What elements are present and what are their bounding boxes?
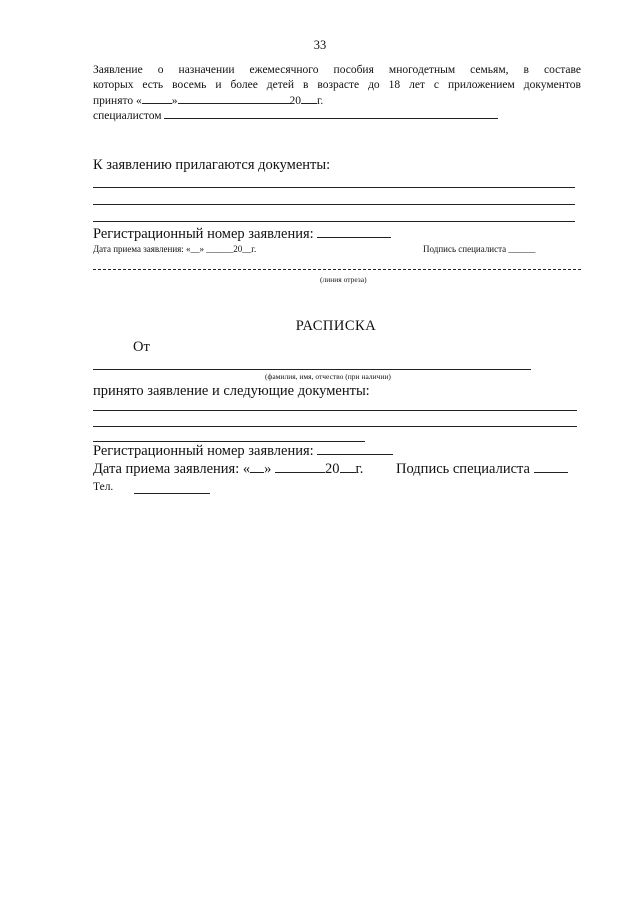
- accepted-suffix: г.: [317, 95, 324, 107]
- application-date: Дата приема заявления: «__» ______20__г.: [93, 244, 257, 254]
- application-text-line-2: которых есть восемь и более детей в возрасте до 18 лет с приложением документов: [93, 79, 581, 91]
- receipt-signature-field[interactable]: [534, 462, 568, 473]
- receipt-phone-label: Тел.: [93, 481, 114, 493]
- cut-line-label: (линия отреза): [320, 275, 367, 284]
- accepted-date-line: [93, 93, 323, 109]
- accepted-prefix: принято «: [93, 95, 142, 107]
- receipt-reg-number-field[interactable]: [317, 444, 393, 455]
- reg-number-field[interactable]: [317, 227, 391, 238]
- receipt-phone-field[interactable]: [134, 493, 210, 494]
- receipt-name-field[interactable]: [93, 369, 531, 370]
- receipt-reg-number-label: Регистрационный номер заявления:: [93, 443, 314, 459]
- accepted-year-field[interactable]: [301, 93, 317, 104]
- attached-docs-line-3[interactable]: [93, 221, 575, 222]
- accepted-year: 20: [289, 95, 302, 107]
- specialist-field[interactable]: [164, 108, 498, 119]
- reg-number-line: [93, 226, 391, 243]
- receipt-signature-line: [396, 461, 568, 478]
- specialist-label: специалистом: [93, 110, 162, 122]
- receipt-from-label: От: [133, 339, 150, 355]
- reg-number-label: Регистрационный номер заявления:: [93, 226, 314, 242]
- page-number: 33: [313, 38, 327, 52]
- receipt-accepted-text: принято заявление и следующие документы:: [93, 383, 370, 399]
- receipt-docs-line-3[interactable]: [93, 441, 365, 442]
- accepted-day-field[interactable]: [142, 93, 172, 104]
- specialist-line: [93, 108, 498, 124]
- receipt-date-suffix: г.: [355, 461, 364, 477]
- attached-docs-line-2[interactable]: [93, 204, 575, 205]
- application-text-line-1: Заявление о назначении ежемесячного пособия многодетным семьям, в составе: [93, 64, 581, 76]
- receipt-month-field[interactable]: [275, 462, 325, 473]
- receipt-date-label: Дата приема заявления: «: [93, 461, 251, 477]
- receipt-date-mid: »: [264, 461, 272, 477]
- receipt-title: РАСПИСКА: [295, 318, 377, 334]
- attached-docs-line-1[interactable]: [93, 187, 575, 188]
- accepted-month-field[interactable]: [178, 93, 290, 104]
- accepted-mid: »: [171, 95, 178, 107]
- receipt-reg-number-line: [93, 443, 393, 460]
- receipt-date-line: [93, 461, 363, 478]
- specialist-signature: Подпись специалиста ______: [423, 244, 536, 254]
- receipt-year-field[interactable]: [340, 462, 356, 473]
- cut-line: [93, 269, 581, 270]
- attached-docs-heading: К заявлению прилагаются документы:: [93, 157, 331, 173]
- receipt-date-year: 20: [325, 461, 340, 477]
- receipt-signature-label: Подпись специалиста: [396, 461, 530, 477]
- receipt-day-field[interactable]: [250, 462, 264, 473]
- receipt-docs-line-1[interactable]: [93, 410, 577, 411]
- receipt-docs-line-2[interactable]: [93, 426, 577, 427]
- receipt-name-caption: (фамилия, имя, отчество (при наличии): [265, 372, 391, 381]
